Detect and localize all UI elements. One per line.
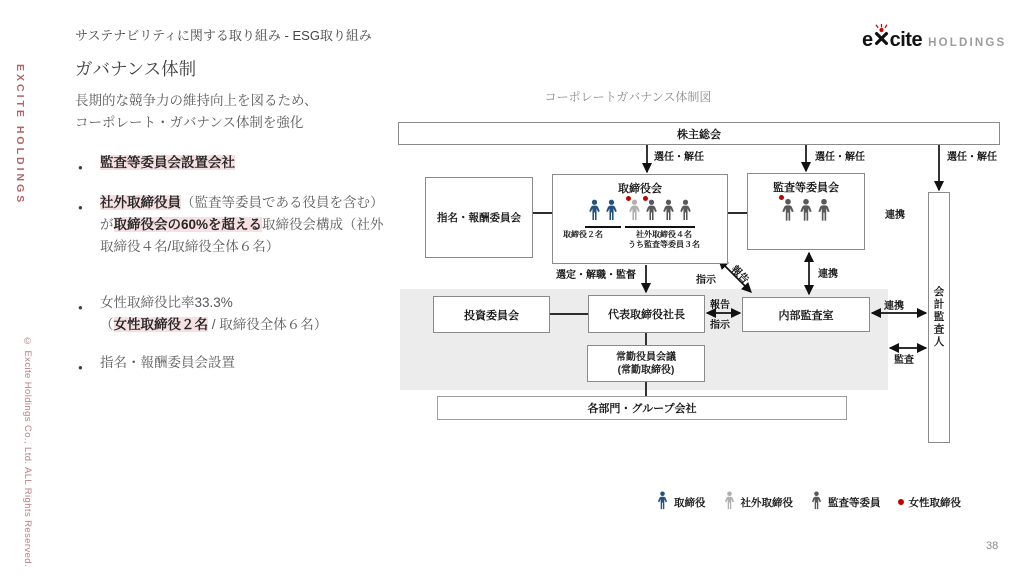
vertical-brand-text: EXCITE HOLDINGS: [14, 64, 26, 206]
box-representative-director-president: 代表取締役社長: [588, 295, 705, 333]
box-departments-group-companies: 各部門・グループ会社: [437, 396, 847, 420]
person-icon-audit-committee-member-female: [644, 199, 659, 224]
legend-label: 女性取締役: [908, 496, 961, 509]
label-directors-count: 取締役２名: [563, 230, 603, 239]
label-instruct: 指示: [710, 320, 730, 331]
label-instruct: 指示: [696, 275, 716, 286]
legend-item-audit-committee-member: [810, 491, 881, 513]
diagram-title: コーポレートガバナンス体制図: [544, 90, 712, 104]
excite-holdings-logo: [862, 24, 1006, 50]
plain-text: 指名・報酬委員会設置: [100, 355, 235, 370]
logo-text-e: e: [862, 29, 873, 51]
box-internal-audit-office: 内部監査室: [742, 297, 870, 332]
exec-meeting-line2: (常勤取締役): [617, 364, 675, 376]
plain-text: / 取締役全体６名）: [208, 317, 328, 332]
intro-text: [75, 90, 317, 134]
governance-diagram: [398, 85, 1010, 535]
intro-line-1: 長期的な競争力の維持向上を図るため、: [75, 93, 318, 108]
breadcrumb: サステナビリティに関する取り組み - ESG取り組み: [75, 28, 372, 43]
label-report: 報告: [728, 264, 751, 286]
board-member-icons: [585, 199, 695, 228]
label-select-dismiss-supervise: 選定・解職・監督: [556, 270, 636, 281]
label-cooperate: 連携: [884, 301, 904, 312]
audit-committee-icons: [778, 198, 834, 225]
box-board-of-directors: [552, 174, 728, 264]
audit-committee-title: 監査等委員会: [773, 182, 839, 194]
page-title: ガバナンス体制: [75, 59, 197, 79]
person-icon-audit-committee-member: [661, 199, 676, 224]
legend-label: 監査等委員: [828, 496, 881, 509]
bullet-female-directors-line2: [100, 314, 327, 336]
person-icon-outside-director-female: [627, 199, 642, 224]
legend-item-outside-director: [723, 491, 794, 513]
person-icon-audit-committee-member: [816, 198, 832, 225]
label-line: うち監査等委員３名: [628, 240, 700, 249]
plain-text: ● 女性取締役比率33.3%: [100, 295, 233, 310]
label-appoint-dismiss: 選任・解任: [947, 152, 997, 163]
exec-meeting-line1: 常勤役員会議: [616, 351, 676, 363]
person-icon-audit-committee-member: [810, 491, 823, 513]
highlighted-text: 監査等委員会設置会社: [100, 155, 235, 170]
legend-item-female-director: [898, 495, 962, 510]
person-icon-outside-director: [723, 491, 736, 513]
plain-text: （: [100, 317, 114, 332]
highlighted-text: 取締役会の60%を超える: [113, 217, 263, 232]
legend: [656, 491, 961, 513]
highlighted-text: 社外取締役員: [100, 195, 181, 210]
person-icon-director: [656, 491, 669, 513]
board-title: 取締役会: [618, 183, 662, 195]
box-accounting-auditor: [928, 192, 950, 443]
person-icon-audit-committee-member: [798, 198, 814, 225]
female-marker-dot: [643, 196, 648, 201]
intro-line-2: コーポレート・ガバナンス体制を強化: [75, 115, 304, 130]
label-cooperate: 連携: [818, 269, 838, 280]
label-line: 社外取締役４名: [636, 230, 692, 239]
plain-text: （監査等委員である役員を含む）が: [100, 195, 384, 232]
box-audit-supervisory-committee: [747, 173, 865, 250]
logo-text-cite: cite: [889, 29, 923, 51]
legend-item-director: [656, 491, 706, 513]
page-number: 38: [986, 540, 999, 552]
excite-x-figure-icon: [874, 24, 889, 50]
bullet-nomination-committee: [78, 352, 235, 374]
person-icon-director: [604, 199, 619, 224]
person-icon-audit-committee-member: [678, 199, 693, 224]
label-outside-directors-count: [609, 230, 719, 250]
female-marker-dot: [779, 195, 784, 200]
person-icon-director: [587, 199, 602, 224]
bullet-outside-directors: [78, 192, 396, 258]
female-marker-dot: [626, 196, 631, 201]
legend-label: 取締役: [674, 496, 706, 509]
female-marker-dot: [898, 499, 904, 505]
label-cooperate: 連携: [885, 210, 905, 221]
plain-text: 取締役会構成（社外取締役４名/取締役全体６名）: [100, 217, 384, 254]
box-investment-committee: 投資委員会: [433, 296, 550, 333]
box-shareholders-meeting: 株主総会: [398, 122, 1000, 145]
logo-text-holdings: HOLDINGS: [928, 37, 1007, 49]
box-executive-meeting: [587, 345, 705, 382]
board-subgroup-labels: [561, 230, 719, 250]
label-appoint-dismiss: 選任・解任: [815, 152, 865, 163]
person-icon-audit-committee-member-female: [780, 198, 796, 225]
bullet-audit-committee-company: [78, 152, 235, 174]
bullet-female-directors: [78, 292, 327, 336]
highlighted-text: 女性取締役２名: [113, 317, 208, 332]
label-audit: 監査: [894, 355, 914, 366]
accounting-auditor-label: 会計監査人: [932, 286, 945, 349]
vertical-copyright-text: © Excite Holdings Co., Ltd. ALL Rights Reserved.: [22, 336, 33, 568]
box-nomination-compensation-committee: 指名・報酬委員会: [425, 177, 533, 258]
legend-label: 社外取締役: [740, 496, 793, 509]
label-appoint-dismiss: 選任・解任: [654, 152, 704, 163]
label-report: 報告: [710, 300, 730, 311]
